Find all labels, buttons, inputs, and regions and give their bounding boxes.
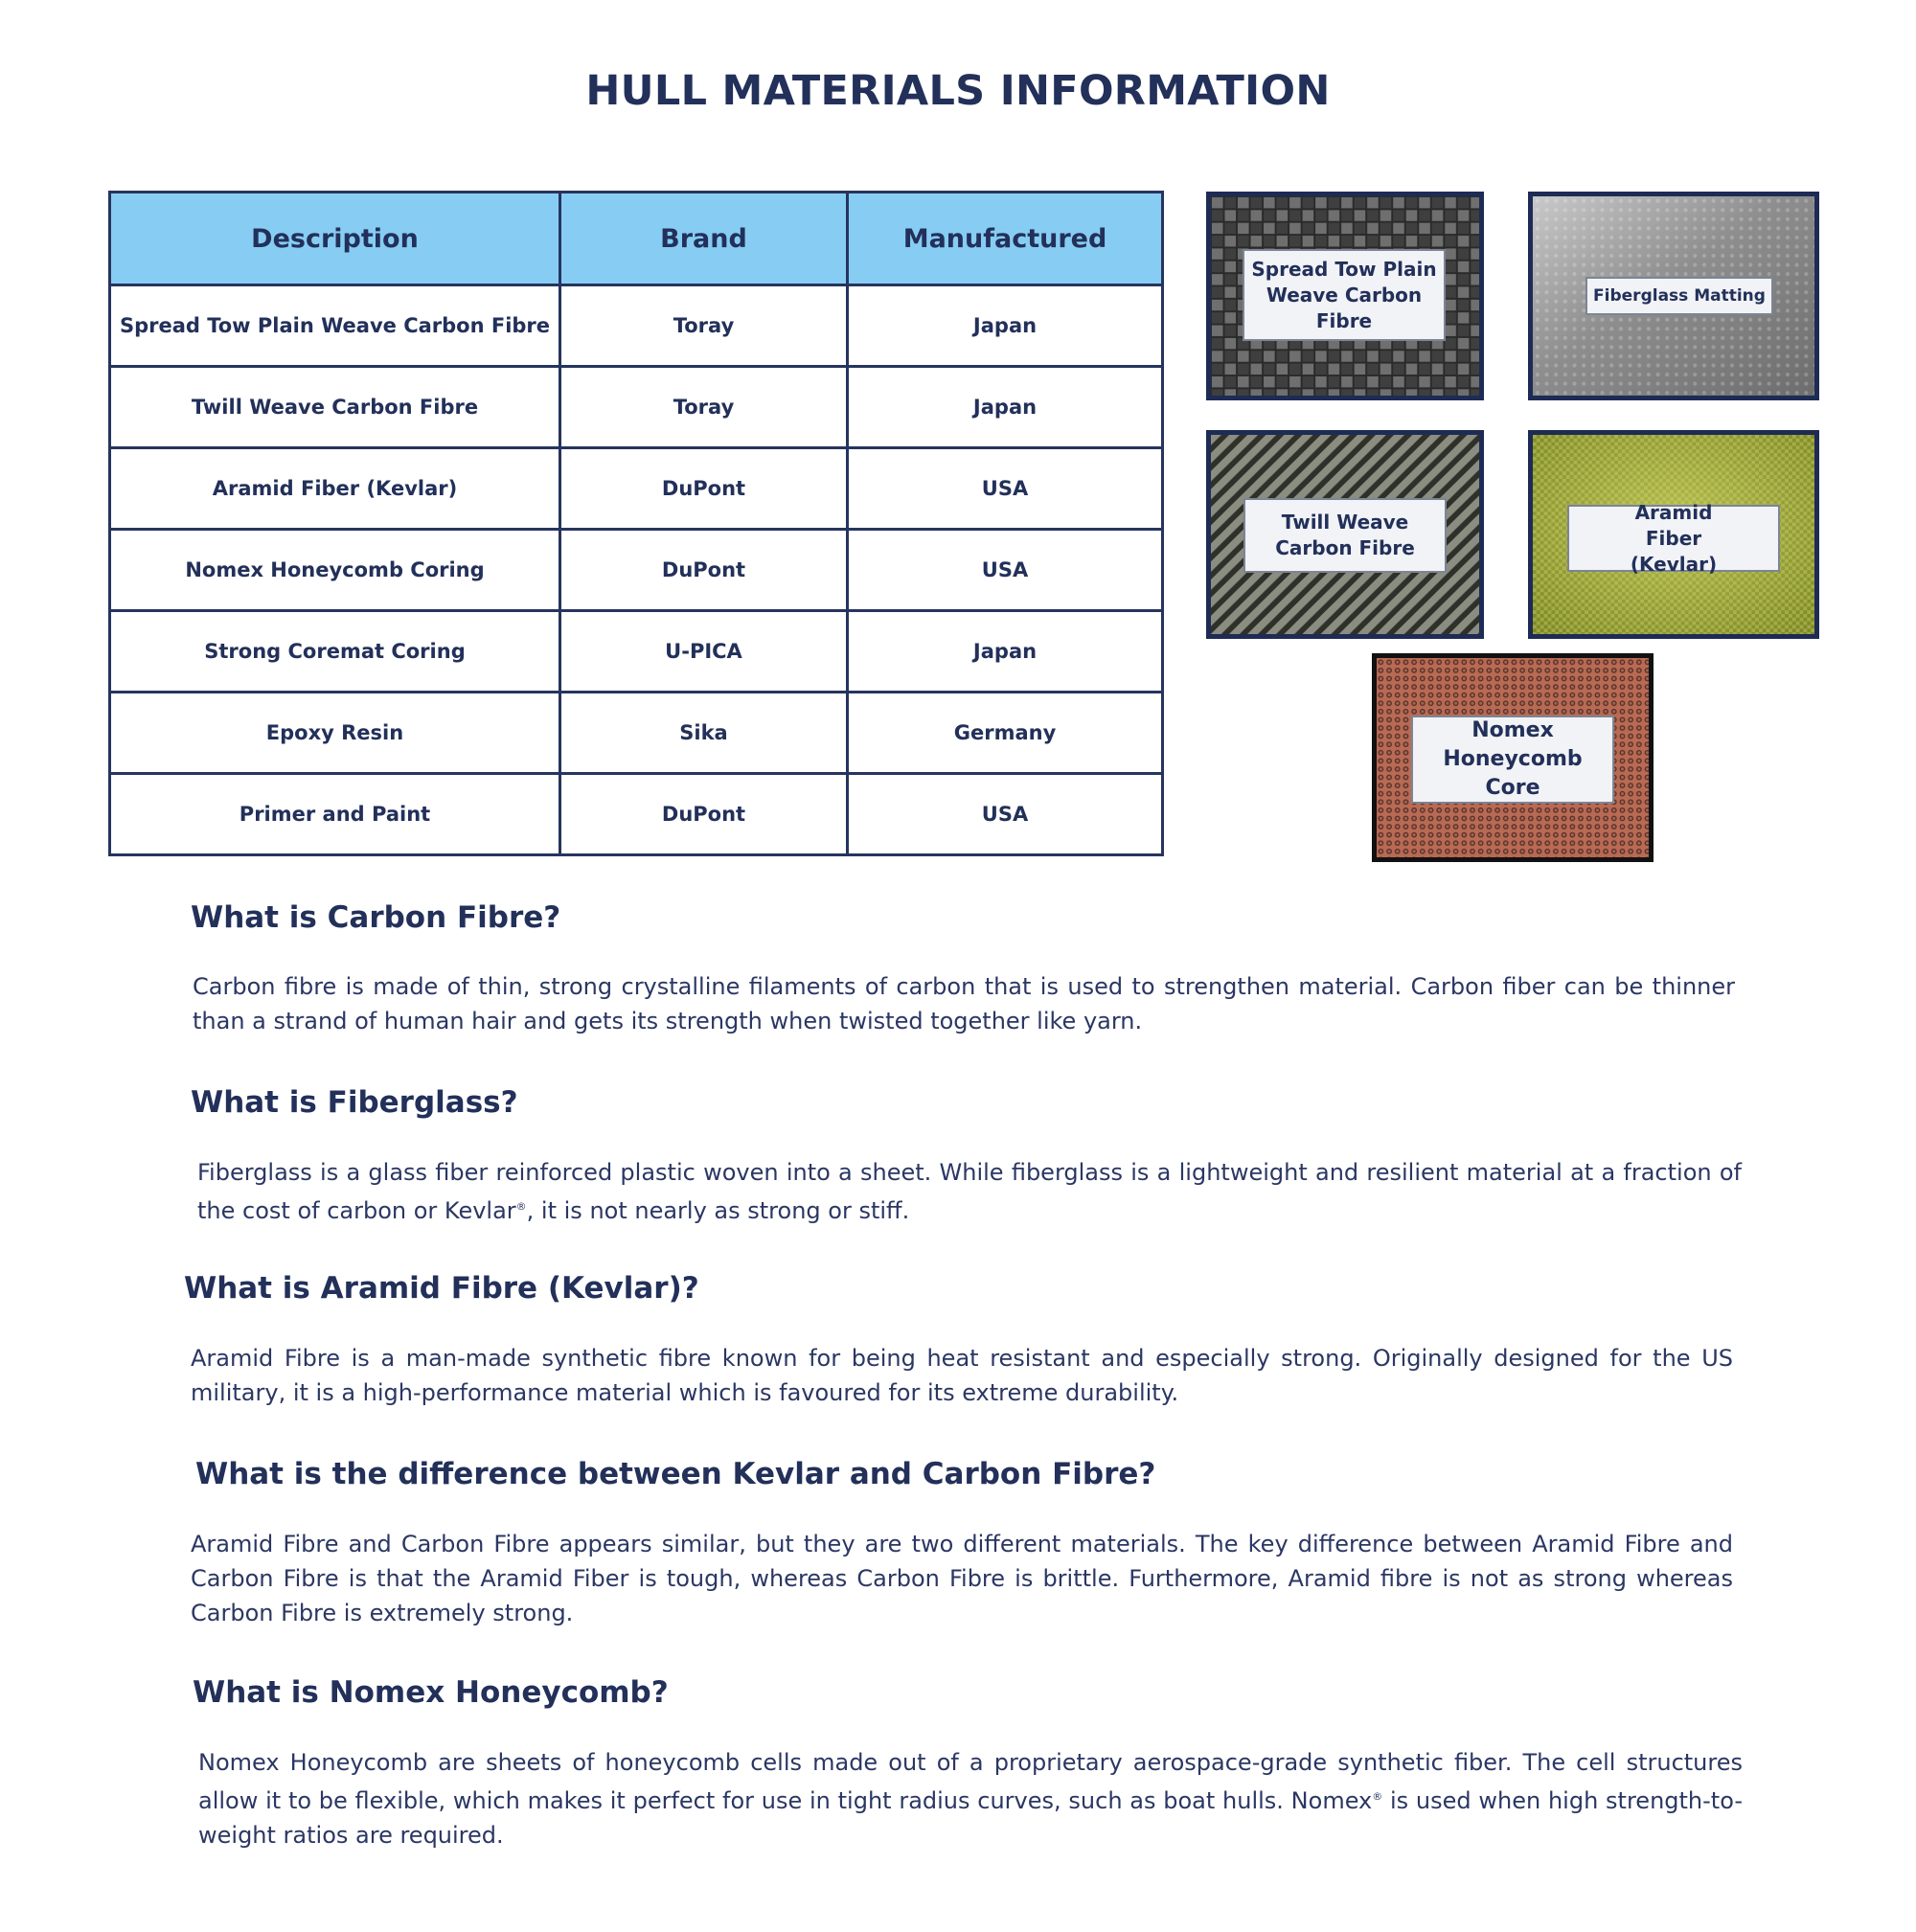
fiberglass-body: [197, 1155, 1742, 1228]
header-description: Description: [110, 193, 560, 285]
table-row: [110, 285, 1163, 367]
carbon-body: Carbon fibre is made of thin, strong crystalline filaments of carbon that is used to strengthen material. Carbon fiber can be thinner than a strand of human hair and gets its strength when twisted together like yarn.: [193, 973, 1735, 1034]
cell-brand: Toray: [560, 285, 848, 367]
cell-manufactured: Japan: [848, 285, 1163, 367]
table-row: [110, 367, 1163, 448]
spread-tow-label: Spread Tow Plain Weave Carbon Fibre: [1243, 249, 1446, 341]
fiberglass-body-end: , it is not nearly as strong or stiff.: [526, 1197, 910, 1224]
nomex-body: [198, 1745, 1743, 1852]
aramid-label: Aramid Fiber (Kevlar): [1567, 505, 1780, 572]
table-row: [110, 611, 1163, 693]
aramid-kevlar-image: [1528, 430, 1819, 639]
twill-carbon-image: [1206, 430, 1484, 639]
nomex-label: Nomex Honeycomb Core: [1411, 716, 1614, 804]
cell-manufactured: USA: [848, 448, 1163, 530]
difference-heading: What is the difference between Kevlar and Carbon Fibre?: [195, 1457, 1156, 1491]
aramid-heading: What is Aramid Fibre (Kevlar)?: [184, 1271, 699, 1306]
spread-tow-carbon-image: [1206, 192, 1484, 400]
fiberglass-matting-image: [1528, 192, 1819, 400]
cell-manufactured: Germany: [848, 693, 1163, 774]
nomex-body-end: is used when high strength-to-weight ratios are required.: [198, 1787, 1743, 1849]
carbon-heading: What is Carbon Fibre?: [191, 900, 561, 935]
cell-brand: DuPont: [560, 774, 848, 855]
difference-body: Aramid Fibre and Carbon Fibre appears similar, but they are two different materials. The key difference between Aramid Fibre and Carbon Fibre is that the Aramid Fiber is tough, whereas Carbon Fibre is brittle. Furthermore, Aramid fibre is not as strong whereas Carbon Fibre is extremely strong.: [191, 1531, 1733, 1626]
fiberglass-label: Fiberglass Matting: [1585, 277, 1773, 315]
nomex-heading: What is Nomex Honeycomb?: [193, 1675, 669, 1710]
registered-mark: ®: [1372, 1790, 1383, 1803]
materials-table: [108, 191, 1164, 856]
twill-label: Twill Weave Carbon Fibre: [1243, 498, 1447, 573]
fiberglass-heading: What is Fiberglass?: [191, 1085, 518, 1120]
cell-description: Primer and Paint: [110, 774, 560, 855]
aramid-body: Aramid Fibre is a man-made synthetic fibre known for being heat resistant and especially strong. Originally designed for the US military, it is a high-performance material which is favoured for its extreme durability.: [191, 1345, 1733, 1406]
page-title: HULL MATERIALS INFORMATION: [585, 67, 1331, 115]
cell-description: Nomex Honeycomb Coring: [110, 530, 560, 611]
cell-manufactured: USA: [848, 774, 1163, 855]
cell-description: Strong Coremat Coring: [110, 611, 560, 693]
cell-brand: U-PICA: [560, 611, 848, 693]
header-brand: Brand: [560, 193, 848, 285]
table-row: [110, 448, 1163, 530]
cell-description: Aramid Fiber (Kevlar): [110, 448, 560, 530]
cell-description: Epoxy Resin: [110, 693, 560, 774]
cell-brand: Sika: [560, 693, 848, 774]
table-row: [110, 693, 1163, 774]
table-header-row: [110, 193, 1163, 285]
nomex-honeycomb-image: [1372, 653, 1654, 862]
cell-manufactured: USA: [848, 530, 1163, 611]
fiberglass-body-text: Fiberglass is a glass fiber reinforced plastic woven into a sheet. While fiberglass is a lightweight and resilient material at a fraction of the cost of carbon or Kevlar: [197, 1159, 1742, 1224]
cell-brand: DuPont: [560, 530, 848, 611]
cell-brand: Toray: [560, 367, 848, 448]
cell-description: Spread Tow Plain Weave Carbon Fibre: [110, 285, 560, 367]
nomex-body-text: Nomex Honeycomb are sheets of honeycomb cells made out of a proprietary aerospace-grade synthetic fiber. The cell structures allow it to be flexible, which makes it perfect for use in tight radius curves, such as boat hulls. Nomex: [198, 1749, 1743, 1814]
cell-manufactured: Japan: [848, 367, 1163, 448]
header-manufactured: Manufactured: [848, 193, 1163, 285]
registered-mark: ®: [515, 1200, 527, 1213]
cell-description: Twill Weave Carbon Fibre: [110, 367, 560, 448]
cell-brand: DuPont: [560, 448, 848, 530]
table-row: [110, 774, 1163, 855]
table-row: [110, 530, 1163, 611]
cell-manufactured: Japan: [848, 611, 1163, 693]
